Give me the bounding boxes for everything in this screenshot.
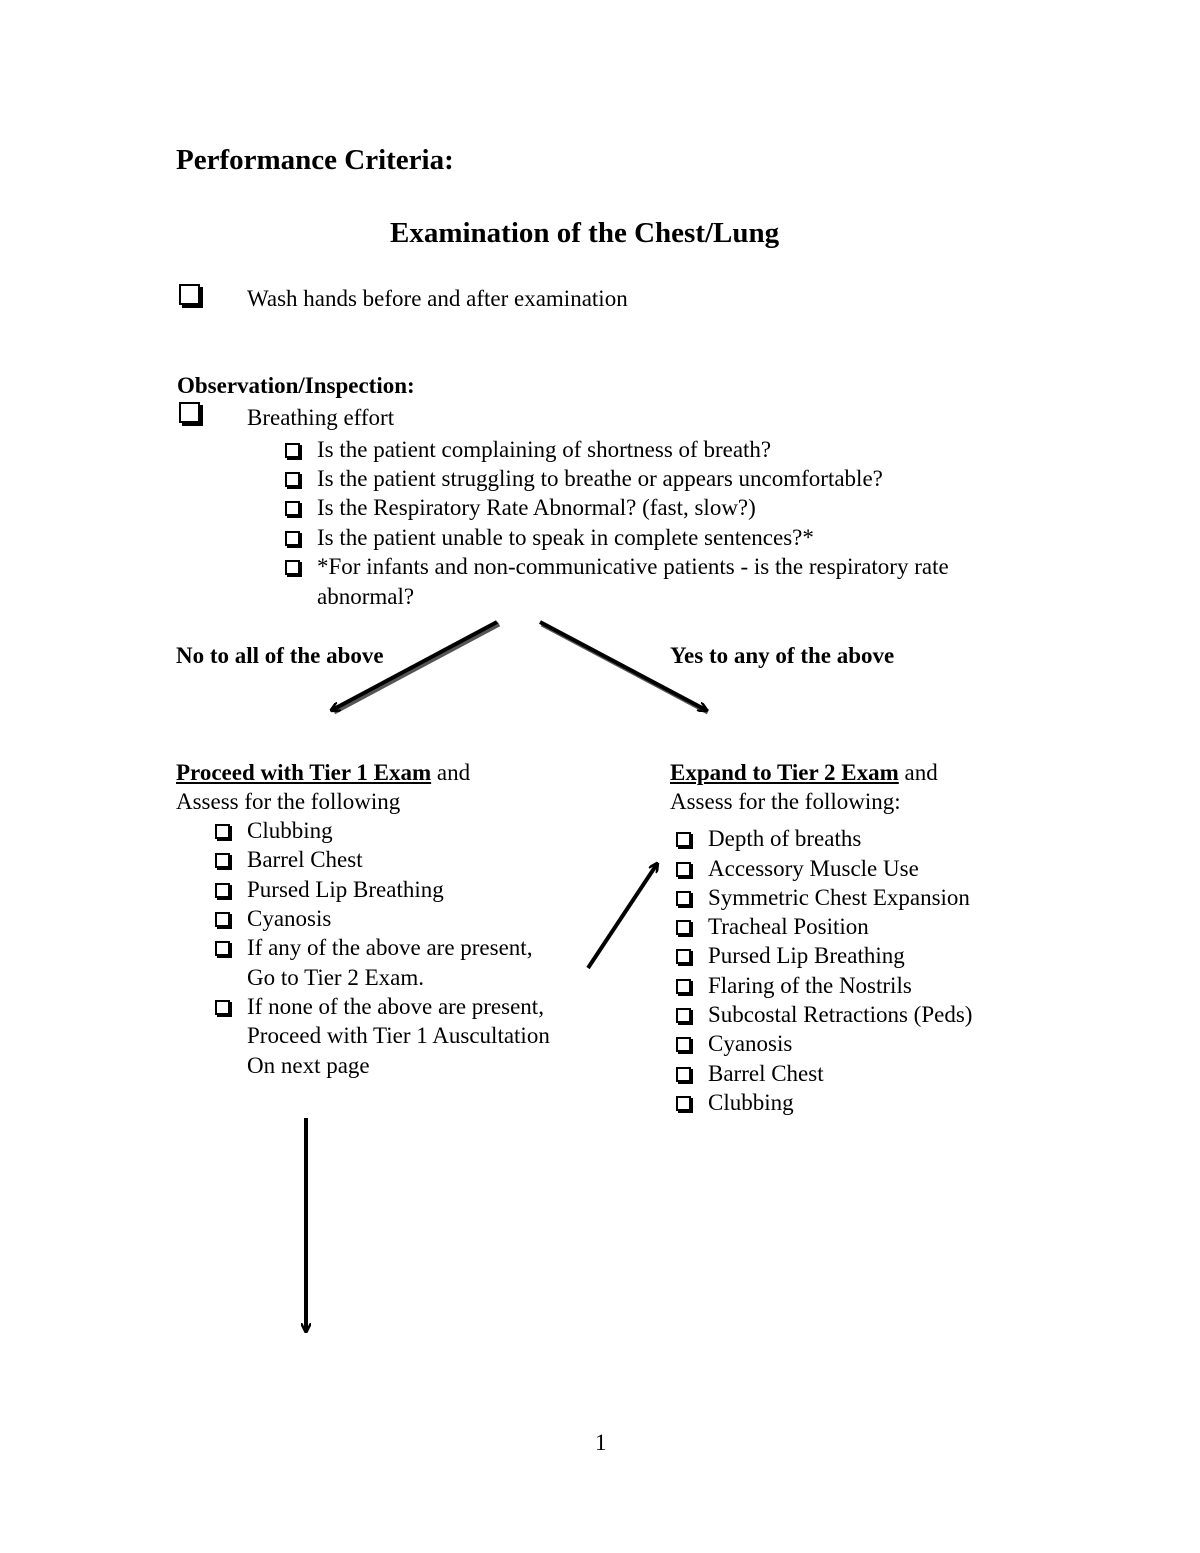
tier2-item: Flaring of the Nostrils	[676, 971, 912, 1001]
breathing-effort-label: Breathing effort	[247, 405, 395, 430]
arrow-tier1-to-tier2	[588, 864, 657, 968]
yes-branch-label: Yes to any of the above	[670, 643, 895, 668]
tier2-item: Clubbing	[676, 1088, 794, 1118]
tier1-item: Cyanosis	[215, 904, 331, 934]
breathing-question-item: Is the patient struggling to breathe or appears uncomfortable?	[285, 464, 883, 494]
tier2-item: Tracheal Position	[676, 912, 869, 942]
page-number: 1	[595, 1430, 607, 1455]
breathing-question-continuation: abnormal?	[317, 584, 415, 609]
tier2-item: Depth of breaths	[676, 824, 861, 854]
wash-hands-label: Wash hands before and after examination	[247, 286, 628, 311]
breathing-question-item: *For infants and non-communicative patients - is the respiratory rate	[285, 552, 949, 582]
observation-heading: Observation/Inspection:	[177, 373, 415, 398]
tier1-item-continuation: Go to Tier 2 Exam.	[247, 965, 424, 990]
arrow-to-tier1	[332, 622, 499, 712]
tier2-link[interactable]: Expand to Tier 2 Exam	[670, 760, 899, 785]
tier2-heading: Expand to Tier 2 Exam and	[670, 760, 938, 785]
section-title: Examination of the Chest/Lung	[390, 217, 780, 249]
tier1-item-continuation: On next page	[247, 1053, 370, 1078]
tier1-item: Barrel Chest	[215, 845, 363, 875]
tier1-item: Pursed Lip Breathing	[215, 875, 444, 905]
tier2-item: Subcostal Retractions (Peds)	[676, 1000, 972, 1030]
no-branch-label: No to all of the above	[176, 643, 384, 668]
breathing-question-item: Is the patient unable to speak in complete sentences?*	[285, 523, 814, 553]
tier1-item-continuation: Proceed with Tier 1 Auscultation	[247, 1023, 550, 1048]
page-title: Performance Criteria:	[176, 144, 454, 176]
tier2-assess: Assess for the following:	[670, 789, 901, 814]
breathing-question-item: Is the patient complaining of shortness of breath?	[285, 435, 771, 465]
breathing-question-item: Is the Respiratory Rate Abnormal? (fast, slow?)	[285, 493, 756, 523]
tier1-heading: Proceed with Tier 1 Exam and	[176, 760, 471, 785]
tier2-item: Barrel Chest	[676, 1059, 824, 1089]
arrow-to-tier2	[540, 622, 708, 712]
tier1-assess: Assess for the following	[176, 789, 401, 814]
tier2-item: Pursed Lip Breathing	[676, 941, 905, 971]
tier1-link[interactable]: Proceed with Tier 1 Exam	[176, 760, 432, 785]
tier2-item: Cyanosis	[676, 1029, 792, 1059]
tier2-item: Accessory Muscle Use	[676, 854, 919, 884]
tier1-item: If any of the above are present,	[215, 933, 532, 963]
tier1-item: Clubbing	[215, 816, 333, 846]
tier2-item: Symmetric Chest Expansion	[676, 883, 970, 913]
tier1-item: If none of the above are present,	[215, 992, 544, 1022]
